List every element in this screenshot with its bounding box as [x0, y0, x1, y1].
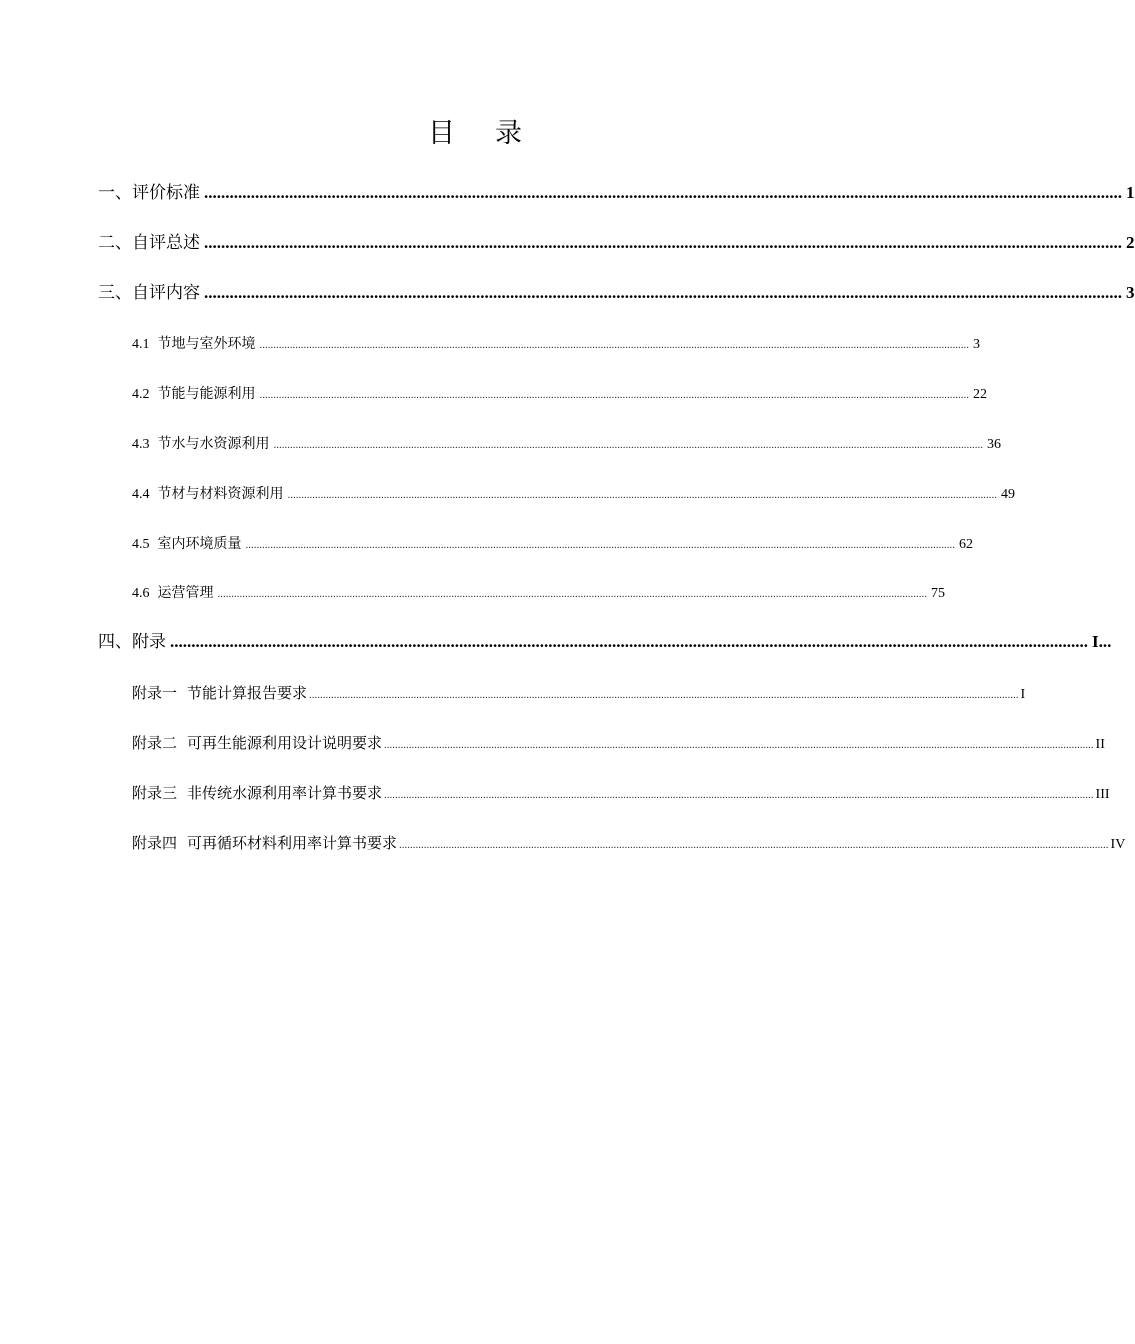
toc-appendix-number: 附录二 — [132, 734, 178, 752]
toc-leader-dots: .................................................................................................................................................................................................................................................................. — [245, 539, 955, 551]
toc-entry-label: 自评总述 — [132, 233, 200, 253]
toc-leader-dots: ........................................................................................................................................................................................................................ — [204, 283, 1122, 302]
toc-entry-number: 二、 — [98, 233, 132, 253]
toc-section-4-2[interactable] — [132, 381, 987, 407]
toc-page-number: 36 — [987, 437, 1001, 452]
toc-leader-dots: .................................................................................................................................................................................................................................................................. — [259, 389, 969, 401]
toc-entry-number: 三、 — [98, 283, 132, 303]
title-char-1: 目 — [428, 118, 455, 149]
toc-leader-dots: .................................................................................................................................................................................................................................................................. — [384, 739, 1094, 751]
toc-appendix-label: 非传统水源利用率计算书要求 — [187, 784, 383, 802]
toc-leader-dots: .................................................................................................................................................................................................................................................................. — [287, 489, 997, 501]
toc-leader-dots: ........................................................................................................................................................................................................................ — [204, 233, 1122, 252]
toc-entry-number: 一、 — [98, 183, 132, 203]
toc-entry-number: 四、 — [98, 632, 132, 652]
toc-appendix-1[interactable] — [132, 680, 1026, 706]
toc-page-number: 75 — [931, 586, 945, 601]
toc-section-number: 4.2 — [132, 387, 150, 402]
toc-page-number: 3 — [1126, 283, 1135, 302]
toc-entry-3[interactable] — [98, 280, 1135, 306]
toc-section-label: 节能与能源利用 — [157, 386, 256, 402]
toc-section-4-3[interactable] — [132, 431, 1001, 457]
toc-section-label: 节地与室外环境 — [157, 336, 256, 352]
toc-page-number: II — [1095, 737, 1105, 752]
toc-section-number: 4.6 — [132, 586, 150, 601]
toc-appendix-label: 可再生能源利用设计说明要求 — [187, 734, 383, 752]
toc-leader-dots: .................................................................................................................................................................................................................................................................. — [273, 439, 983, 451]
toc-leader-dots: .................................................................................................................................................................................................................................................................. — [399, 839, 1109, 851]
toc-section-label: 节水与水资源利用 — [157, 436, 270, 452]
toc-page-number: 49 — [1001, 487, 1015, 502]
toc-appendix-label: 节能计算报告要求 — [187, 684, 308, 702]
toc-page-number: 1 — [1126, 183, 1135, 202]
toc-page-number: 62 — [959, 537, 973, 552]
toc-section-number: 4.4 — [132, 487, 150, 502]
toc-appendix-3[interactable] — [132, 780, 1110, 806]
toc-section-number: 4.5 — [132, 537, 150, 552]
toc-page-number: I — [1092, 632, 1099, 651]
toc-appendix-number: 附录三 — [132, 784, 178, 802]
toc-leader-dots: .................................................................................................................................................................................................................................................................. — [259, 339, 969, 351]
page-title — [0, 112, 950, 156]
toc-section-label: 节材与材料资源利用 — [157, 486, 284, 502]
toc-leader-dots: .................................................................................................................................................................................................................................................................. — [309, 689, 1019, 701]
toc-section-number: 4.3 — [132, 437, 150, 452]
toc-entry-4[interactable] — [98, 629, 1112, 655]
toc-entry-2[interactable] — [98, 230, 1135, 256]
toc-page-number: III — [1095, 787, 1110, 802]
toc-appendix-2[interactable] — [132, 730, 1105, 756]
toc-entry-label: 评价标准 — [132, 183, 200, 203]
toc-appendix-label: 可再循环材料利用率计算书要求 — [187, 834, 398, 852]
toc-leader-dots: ........................................................................................................................................................................................................................ — [204, 183, 1122, 202]
toc-page-number: IV — [1110, 837, 1126, 852]
toc-leader-dots: .................................................................................................................................................................................................................................................................. — [217, 588, 927, 600]
toc-entry-label: 附录 — [132, 632, 166, 652]
toc-appendix-4[interactable] — [132, 830, 1126, 856]
toc-leader-dots: ........................................................................................................................................................................................................................ — [170, 632, 1088, 651]
toc-section-4-5[interactable] — [132, 531, 973, 557]
title-char-2: 录 — [495, 118, 522, 149]
toc-section-4-4[interactable] — [132, 481, 1015, 507]
toc-section-number: 4.1 — [132, 337, 150, 352]
toc-page-number: 2 — [1126, 233, 1135, 252]
toc-section-label: 运营管理 — [157, 585, 214, 601]
toc-leader-dots: .................................................................................................................................................................................................................................................................. — [384, 789, 1094, 801]
toc-page-number: 3 — [973, 337, 980, 352]
toc-page-number: I — [1020, 687, 1026, 702]
toc-entry-1[interactable] — [98, 180, 1135, 206]
toc-section-4-6[interactable] — [132, 580, 945, 606]
toc-section-label: 室内环境质量 — [157, 536, 242, 552]
toc-appendix-number: 附录一 — [132, 684, 178, 702]
toc-section-4-1[interactable] — [132, 331, 980, 357]
toc-page-number: 22 — [973, 387, 987, 402]
toc-entry-label: 自评内容 — [132, 283, 200, 303]
toc-page-suffix: ... — [1098, 632, 1112, 651]
toc-appendix-number: 附录四 — [132, 834, 178, 852]
